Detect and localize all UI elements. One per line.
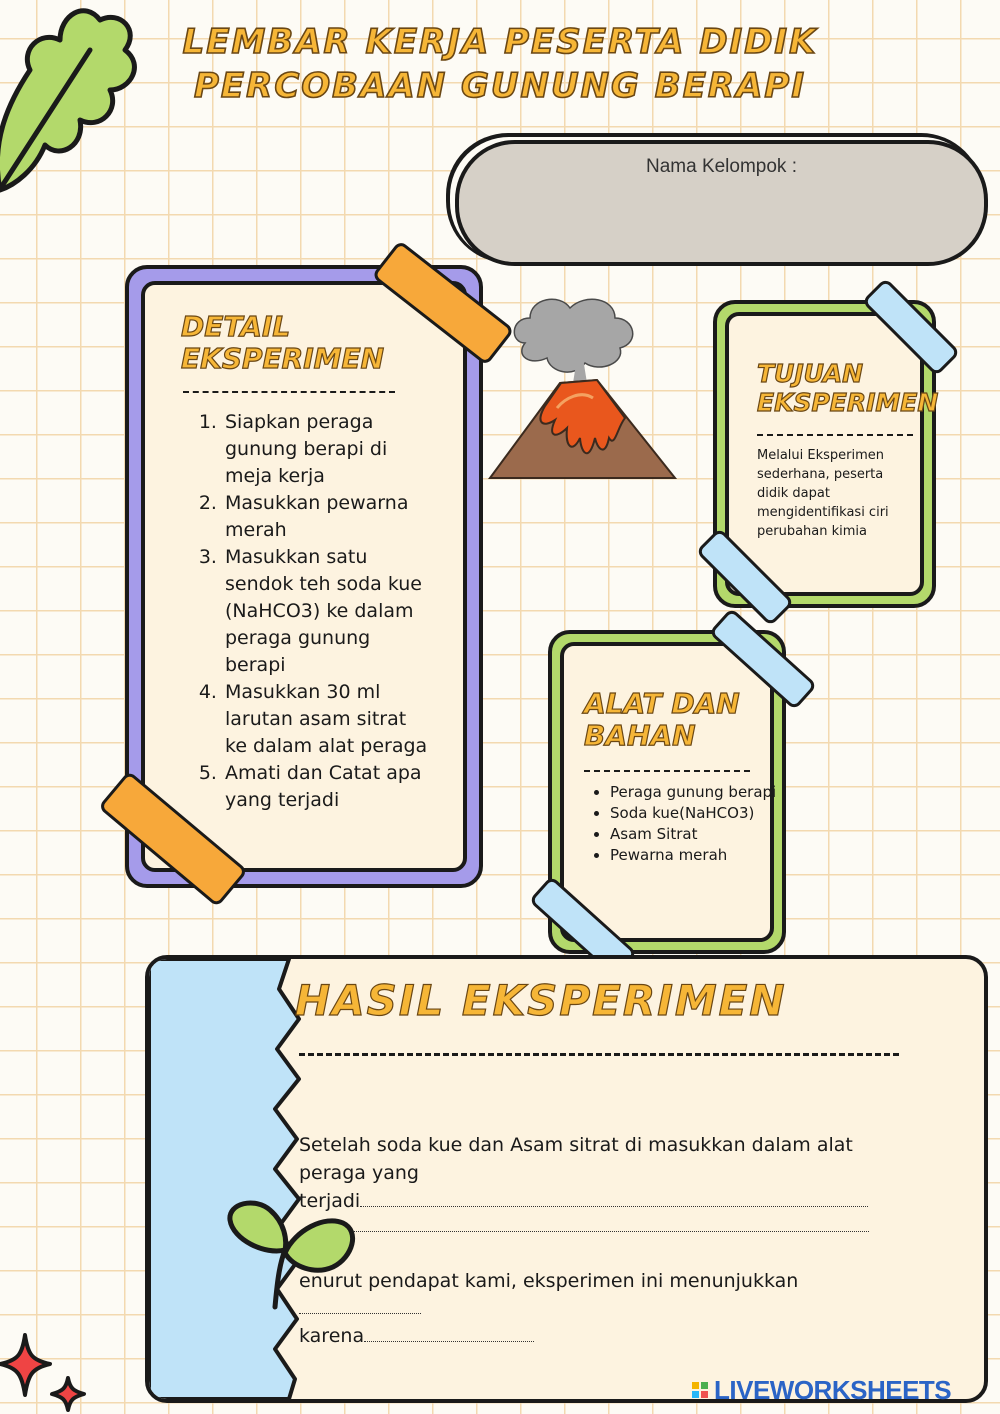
sparkle-icon [0, 1330, 95, 1414]
group-name-box [455, 140, 988, 266]
tools-heading-line-1: ALAT DAN [584, 687, 740, 720]
volcano-icon [485, 288, 680, 483]
answer-3-input[interactable] [364, 1341, 534, 1342]
tools-card-inner [560, 642, 777, 942]
title-line-2: PERCOBAAN GUNUNG BERAPI [194, 66, 806, 106]
detail-steps [183, 409, 433, 814]
tools-heading [584, 688, 740, 752]
result-sentence-1 [299, 1131, 859, 1187]
group-name-input[interactable] [499, 188, 944, 238]
tools-divider [584, 770, 750, 772]
brand-logo-icon [692, 1382, 708, 1398]
result-sentence-1-cont: terjadi [299, 1190, 361, 1212]
step-1: 1. Siapkan peraga gunung berapi di meja kerja [223, 409, 433, 490]
result-sentence-3-row [299, 1322, 699, 1350]
step-4: 4. Masukkan 30 ml larutan asam sitrat ke dalam alat peraga [223, 679, 433, 760]
group-name-label: Nama Kelompok : [645, 156, 797, 177]
sprout-icon [225, 1195, 360, 1315]
result-heading: HASIL EKSPERIMEN [295, 976, 787, 1025]
goal-card-inner [725, 312, 939, 596]
detail-heading [181, 311, 384, 375]
result-sentence-3: karena [299, 1325, 365, 1347]
detail-card [125, 265, 483, 888]
title-line-1: LEMBAR KERJA PESERTA DIDIK [182, 22, 818, 62]
answer-1-input[interactable] [360, 1206, 868, 1207]
result-sentence-1-text: Setelah soda kue dan Asam sitrat di masukkan dalam alat peraga yang [299, 1134, 853, 1184]
step-2: 2. Masukkan pewarna merah [223, 490, 433, 544]
goal-heading [757, 360, 938, 418]
tools-item: • Pewarna merah [610, 845, 796, 866]
result-sentence-2: enurut pendapat kami, eksperimen ini menunjukkan [299, 1270, 799, 1292]
tools-item: • Asam Sitrat [610, 824, 796, 845]
goal-divider [757, 434, 913, 436]
tools-list [578, 782, 796, 866]
tools-item: • Peraga gunung berapi [610, 782, 796, 803]
goal-text: Melalui Eksperimen sederhana, peserta didik dapat mengidentifikasi ciri perubahan kimia [757, 448, 889, 539]
goal-heading-line-2: EKSPERIMEN [757, 387, 939, 417]
step-5: 5. Amati dan Catat apa yang terjadi [223, 760, 433, 814]
detail-heading-line-2: EKSPERIMEN [181, 342, 385, 376]
result-card [145, 955, 988, 1403]
result-answer-1-row [299, 1187, 879, 1215]
tools-heading-line-2: BAHAN [584, 719, 696, 753]
result-divider [299, 1053, 899, 1056]
brand-logo [692, 1376, 951, 1404]
answer-1b-input[interactable] [299, 1217, 869, 1232]
detail-divider [183, 391, 395, 393]
brand-logo-text: LIVEWORKSHEETS [714, 1374, 952, 1405]
result-side-panel [149, 959, 309, 1399]
worksheet-title [0, 22, 1000, 106]
detail-card-inner [141, 281, 467, 872]
goal-heading-line-1: TUJUAN [757, 359, 864, 388]
step-3: 3. Masukkan satu sendok teh soda kue (NaHCO3) ke dalam peraga gunung berapi [223, 544, 433, 679]
tools-item: • Soda kue(NaHCO3) [610, 803, 796, 824]
detail-heading-line-1: DETAIL [181, 310, 291, 343]
